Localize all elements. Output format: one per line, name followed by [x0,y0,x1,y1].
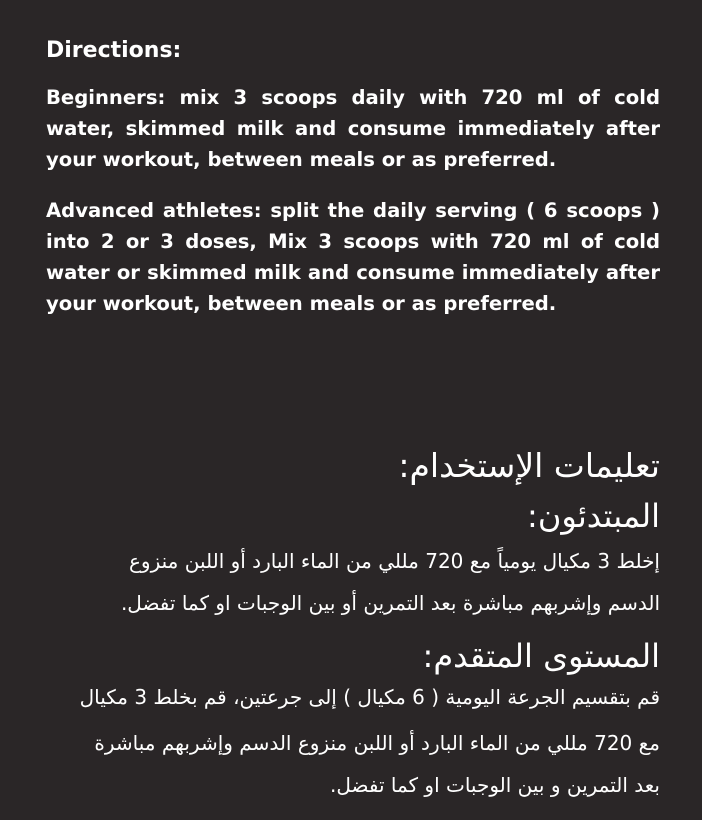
arabic-beginners-heading: المبتدئون: [527,497,660,535]
arabic-advanced-heading: المستوى المتقدم: [422,637,660,675]
arabic-advanced-line: مع 720 مللي من الماء البارد أو اللبن منزوع الدسم وإشربهم مباشرة [94,731,660,755]
arabic-beginners-line: إخلط 3 مكيال يومياً مع 720 مللي من الماء البارد أو اللبن منزوع [128,549,660,573]
english-beginners-paragraph: Beginners: mix 3 scoops daily with 720 ml of cold water, skimmed milk and consume immediately after your workout, between meals or as preferred. [46,86,660,171]
english-directions-heading: Directions: [46,38,182,63]
arabic-directions-heading: تعليمات الإستخدام: [398,446,660,485]
english-advanced-paragraph: Advanced athletes: split the daily serving ( 6 scoops ) into 2 or 3 doses, Mix 3 scoops with 720 ml of cold water or skimmed milk and consume immediately after your workout, between meals or as preferred. [46,199,660,315]
arabic-beginners-line: الدسم وإشربهم مباشرة بعد التمرين أو بين الوجبات او كما تفضل. [120,591,660,615]
arabic-advanced-line: بعد التمرين و بين الوجبات او كما تفضل. [330,773,660,797]
arabic-advanced-line: قم بتقسيم الجرعة اليومية ( 6 مكيال ) إلى جرعتين، قم بخلط 3 مكيال [79,685,660,709]
